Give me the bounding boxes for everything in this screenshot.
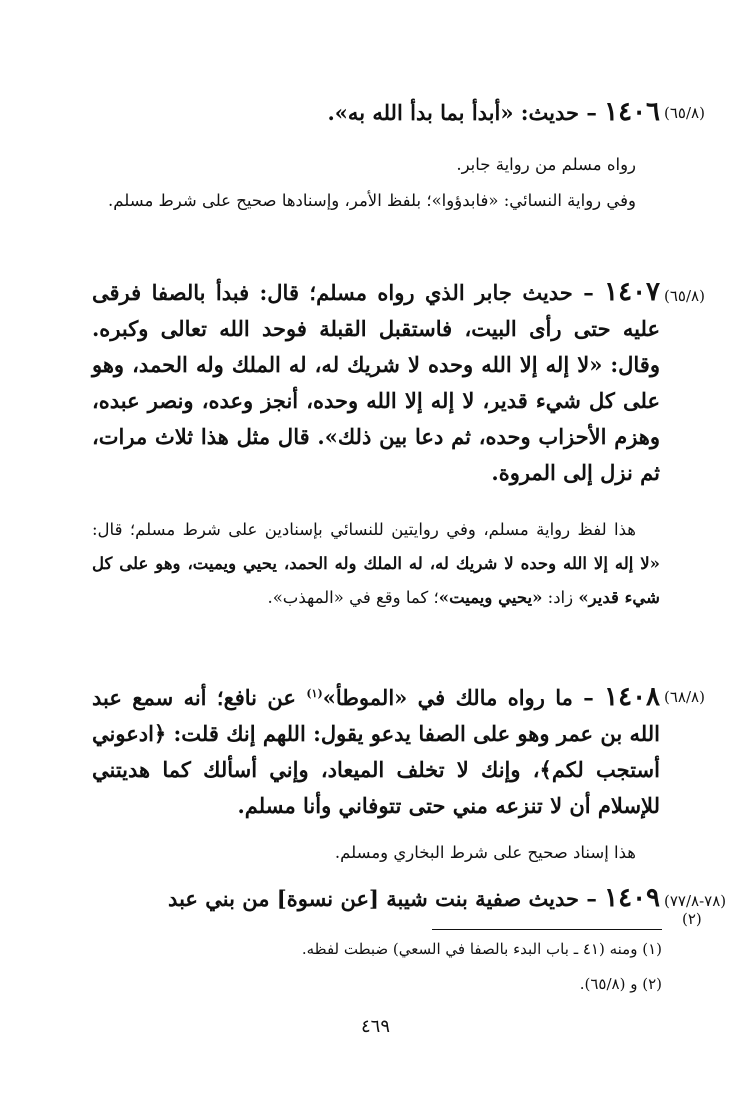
entry-1409 <box>92 880 660 917</box>
page-number: ٤٦٩ <box>360 1016 390 1037</box>
entry-number: ١٤٠٨ <box>604 682 660 712</box>
commentary-paragraph: رواه مسلم من رواية جابر. وفي رواية النسائي: «فابدؤوا»؛ بلفظ الأمر، وإسنادها صحيح على شرط مسلم. <box>108 155 636 210</box>
entry-1408: ١٤٠٨ – ما رواه مالك في «الموطأ»$^{(١)}$ عن نافع؛ أنه سمع عبد الله بن عمر وهو على الصفا يدعو يقول: اللهم إنك قلت: ﴿ادعوني أستجب لكم﴾، وإنك لا تخلف الميعاد، وإني أسألك كما هديتني للإسلام أن لا تنزعه مني حتى تتوفاني وأنا مسلم. <box>92 682 660 818</box>
entry-number: ١٤٠٧ <box>604 277 661 307</box>
entry-heading: – حديث: «أبدأ بما بدأ الله به». <box>327 100 597 125</box>
margin-reference: (٦٥/٨) <box>664 287 705 305</box>
footnote: (١) ومنه (٤١ ـ باب البدء بالصفا في السعي) ضبطت لفظه. <box>301 940 662 958</box>
margin-reference: (٧٨-٧٧/٨) (٢) <box>664 892 727 928</box>
entry-heading: – حديث صفية بنت شيبة [عن نسوة] من بني عبد <box>168 886 597 911</box>
entry-1407 <box>92 274 660 491</box>
margin-reference: (٦٥/٨) <box>664 104 705 122</box>
footnote-separator <box>432 929 662 930</box>
entry-1406 <box>92 94 660 131</box>
footnote: (٢) و (٦٥/٨). <box>579 975 662 993</box>
commentary-paragraph: هذا لفظ رواية مسلم، وفي روايتين للنسائي بإسنادين على شرط مسلم؛ قال: «لا إله إلا الله وحده لا شريك له، له الملك وله الحمد، يحيي ويميت، وهو على كل شيء قدير» زاد: «يحيي ويميت»؛ كما وقع في «المهذب». <box>92 520 660 607</box>
footnote-marker: (١) <box>306 687 323 700</box>
entry-number: ١٤٠٩ <box>604 883 660 913</box>
entry-heading: – حديث جابر الذي رواه مسلم؛ قال: فبدأ بالصفا فرقى عليه حتى رأى البيت، فاستقبل القبلة فوحد الله تعالى وكبره. وقال: «لا إله إلا الله وحده لا شريك له، له الملك وله الحمد، وهو على كل شيء قدير، لا إله إلا الله وحده، أنجز وعده، ونصر عبده، وهزم الأحزاب وحده، ثم دعا بين ذلك». قال مثل هذا ثلاث مرات، ثم نزل إلى المروة. <box>92 280 660 485</box>
margin-reference: (٦٨/٨) <box>664 688 705 706</box>
commentary-paragraph: هذا إسناد صحيح على شرط البخاري ومسلم. <box>334 843 636 862</box>
entry-number: ١٤٠٦ <box>604 97 660 127</box>
